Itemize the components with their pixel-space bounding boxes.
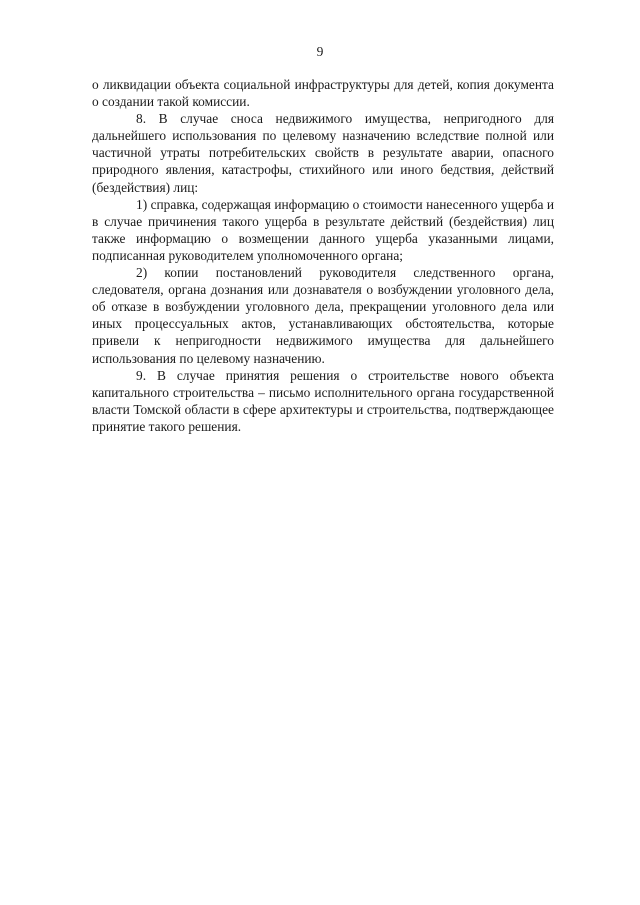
paragraph-item-8: 8. В случае сноса недвижимого имущества, непригодного для дальнейшего использования по целевому назначению вследствие полной или частичной утраты потребительских свойств в результате аварии, опасного природного явления, катастрофы, стихийного или иного бедствия, действий (бездействия) лиц: [92,111,554,195]
paragraph-subitem-1: 1) справка, содержащая информацию о стоимости нанесенного ущерба и в случае причинения такого ущерба в результате действий (бездействия) лиц также информацию о возмещении данного ущерба указанными лицами, подписанная руководителем уполномоченного органа; [92,196,554,263]
paragraph-subitem-2: 2) копии постановлений руководителя следственного органа, следователя, органа дознания или дознавателя о возбуждении уголовного дела, об отказе в возбуждении уголовного дела, прекращении уголовного дела или иных процессуальных актов, устанавливающих обстоятельства, которые привели к непригодности недвижимого имущества для дальнейшего использования по целевому назначению. [92,265,554,366]
paragraph-item-9: 9. В случае принятия решения о строительстве нового объекта капитального строительства – письмо исполнительного органа государственной власти Томской области в сфере архитектуры и строительства, подтверждающее принятие такого решения. [92,367,554,434]
paragraph-continuation: о ликвидации объекта социальной инфраструктуры для детей, копия документа о создании такой комиссии. [92,77,554,110]
document-body [92,76,554,435]
page-number: 9 [316,44,324,59]
